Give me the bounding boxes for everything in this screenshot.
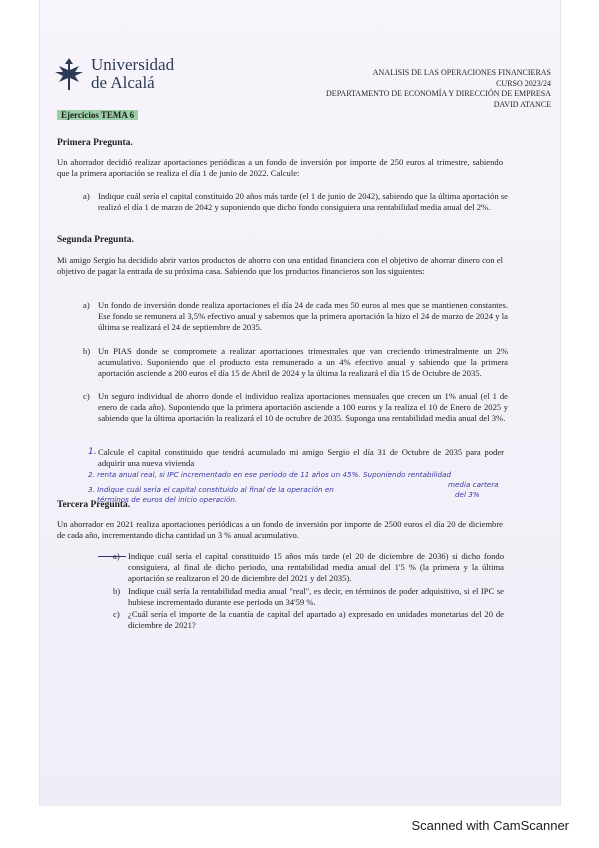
q3-c-label: c) [113, 609, 120, 619]
q1-intro: Un ahorrador decidió realizar aportaciones periódicas a un fondo de inversión por importe de 250 euros al trimestre, sabiendo que la primera aportación se realiza el día 1 de junio de 2022. Calcule: [57, 157, 503, 179]
handwritten-number-1: 1. [88, 447, 97, 457]
q2-task: Calcule el capital constituido que tendrá acumulado mi amigo Sergio el día 31 de Octubre de 2035 para poder adquirir una nueva vivienda [98, 447, 504, 469]
q1-a-text: Indique cuál sería el capital constituido 20 años más tarde (el 1 de junio de 2042), sabiendo que la última aportación se realizó el día 1 de marzo de 2042 y suponiendo que dicho fondo consiguiera una rentabilidad media anual del 2%. [98, 191, 508, 213]
q2-c-label: c) [83, 391, 90, 401]
author-name: DAVID ATANCE [493, 99, 551, 109]
q2-b-label: b) [83, 346, 91, 356]
handwritten-note-2c: del 3% [455, 490, 480, 499]
q2-intro: Mi amigo Sergio ha decidido abrir varios productos de ahorro con una entidad financiera con el objetivo de ahorrar dinero con el objetivo de pagar la entrada de su próxima casa. Sabiendo que los productos financieros son los siguientes: [57, 255, 503, 277]
logo-text [91, 56, 174, 92]
handwritten-note-2: 2. renta anual real, si IPC incrementado en ese periodo de 11 años un 45%. Suponiendo rentabilidad [88, 470, 452, 479]
logo-line-2: de Alcalá [91, 73, 155, 92]
q2-a-label: a) [83, 300, 90, 310]
course-header [326, 68, 551, 110]
handwritten-note-3: 3. Indique cuál sería el capital constituido al final de la operación en [88, 485, 334, 494]
q3-a-text: Indique cuál sería el capital constituido 15 años más tarde (el 20 de diciembre de 2036) si dicho fondo consiguiera, al final de dicho periodo, una rentabilidad media anual del 1'5 % (la primera y la última aportación se realizaron el 20 de diciembre del 2021 y del 2035). [128, 551, 504, 584]
tema-heading: Ejercicios TEMA 6 [57, 110, 138, 120]
q1-title: Primera Pregunta. [57, 138, 133, 148]
course-year: CURSO 2023/24 [496, 78, 551, 88]
q2-title: Segunda Pregunta. [57, 235, 134, 245]
handwritten-arrow [98, 556, 126, 557]
q2-b-text: Un PIAS donde se compromete a realizar aportaciones trimestrales que van creciendo trimestralmente un 2% acumulativo. Suponiendo que el producto esta remunerado a un 4% efectivo anual y sabiendo que la primera aportación asciende a 200 euros el día 15 de Abril de 2024 y la última la realizará el día 15 de Octubre de 2035. [98, 346, 508, 379]
q3-b-text: Indique cuál sería la rentabilidad media anual "real", es decir, en términos de poder adquisitivo, si el IPC se hubiese incrementado durante ese periodo un 34'59 %. [128, 586, 504, 608]
logo-line-1: Universidad [91, 55, 175, 74]
department-name: DEPARTAMENTO DE ECONOMÍA Y DIRECCIÓN DE EMPRESA [326, 89, 551, 98]
q3-b-label: b) [113, 586, 121, 596]
q1-a-label: a) [83, 191, 90, 201]
course-name: ANALISIS DE LAS OPERACIONES FINANCIERAS [372, 68, 551, 77]
handwritten-note-2b: media cartera [448, 480, 499, 489]
q3-intro: Un ahorrador en 2021 realiza aportaciones periódicas a un fondo de inversión por importe de 2500 euros el día 20 de diciembre de cada año, incrementando dicha cantidad un 3 % anual acumulativo. [57, 519, 503, 541]
q3-c-text: ¿Cuál sería el importe de la cuantía de capital del apartado a) expresado en unidades monetarias del 20 de diciembre de 2021? [128, 609, 504, 631]
crest-icon [53, 56, 85, 92]
q2-c-text: Un seguro individual de ahorro donde el individuo realiza aportaciones mensuales que crecen un 1% anual (el 1 de enero de cada año). Suponiendo que la primera aportación asciende a 100 euros y la realiza el 10 de Enero de 2025 y sabiendo que la última aportación la realizará el 10 de octubre de 2035. Suponga una rentabilidad media anual del 3%. [98, 391, 508, 424]
q2-a-text: Un fondo de inversión donde realiza aportaciones el día 24 de cada mes 50 euros al mes que se mantienen constantes. Ese fondo se remunera al 3,5% efectivo anual y sabemos que la primera aportación la hizo el 24 de marzo de 2024 y la última se realizará el 24 de septiembre de 2035. [98, 300, 508, 333]
q3-title: Tercera Pregunta. [57, 500, 131, 510]
university-logo [53, 56, 183, 96]
scanner-watermark: Scanned with CamScanner [411, 818, 569, 833]
handwritten-note-3b: términos de euros del inicio operación. [97, 495, 238, 504]
